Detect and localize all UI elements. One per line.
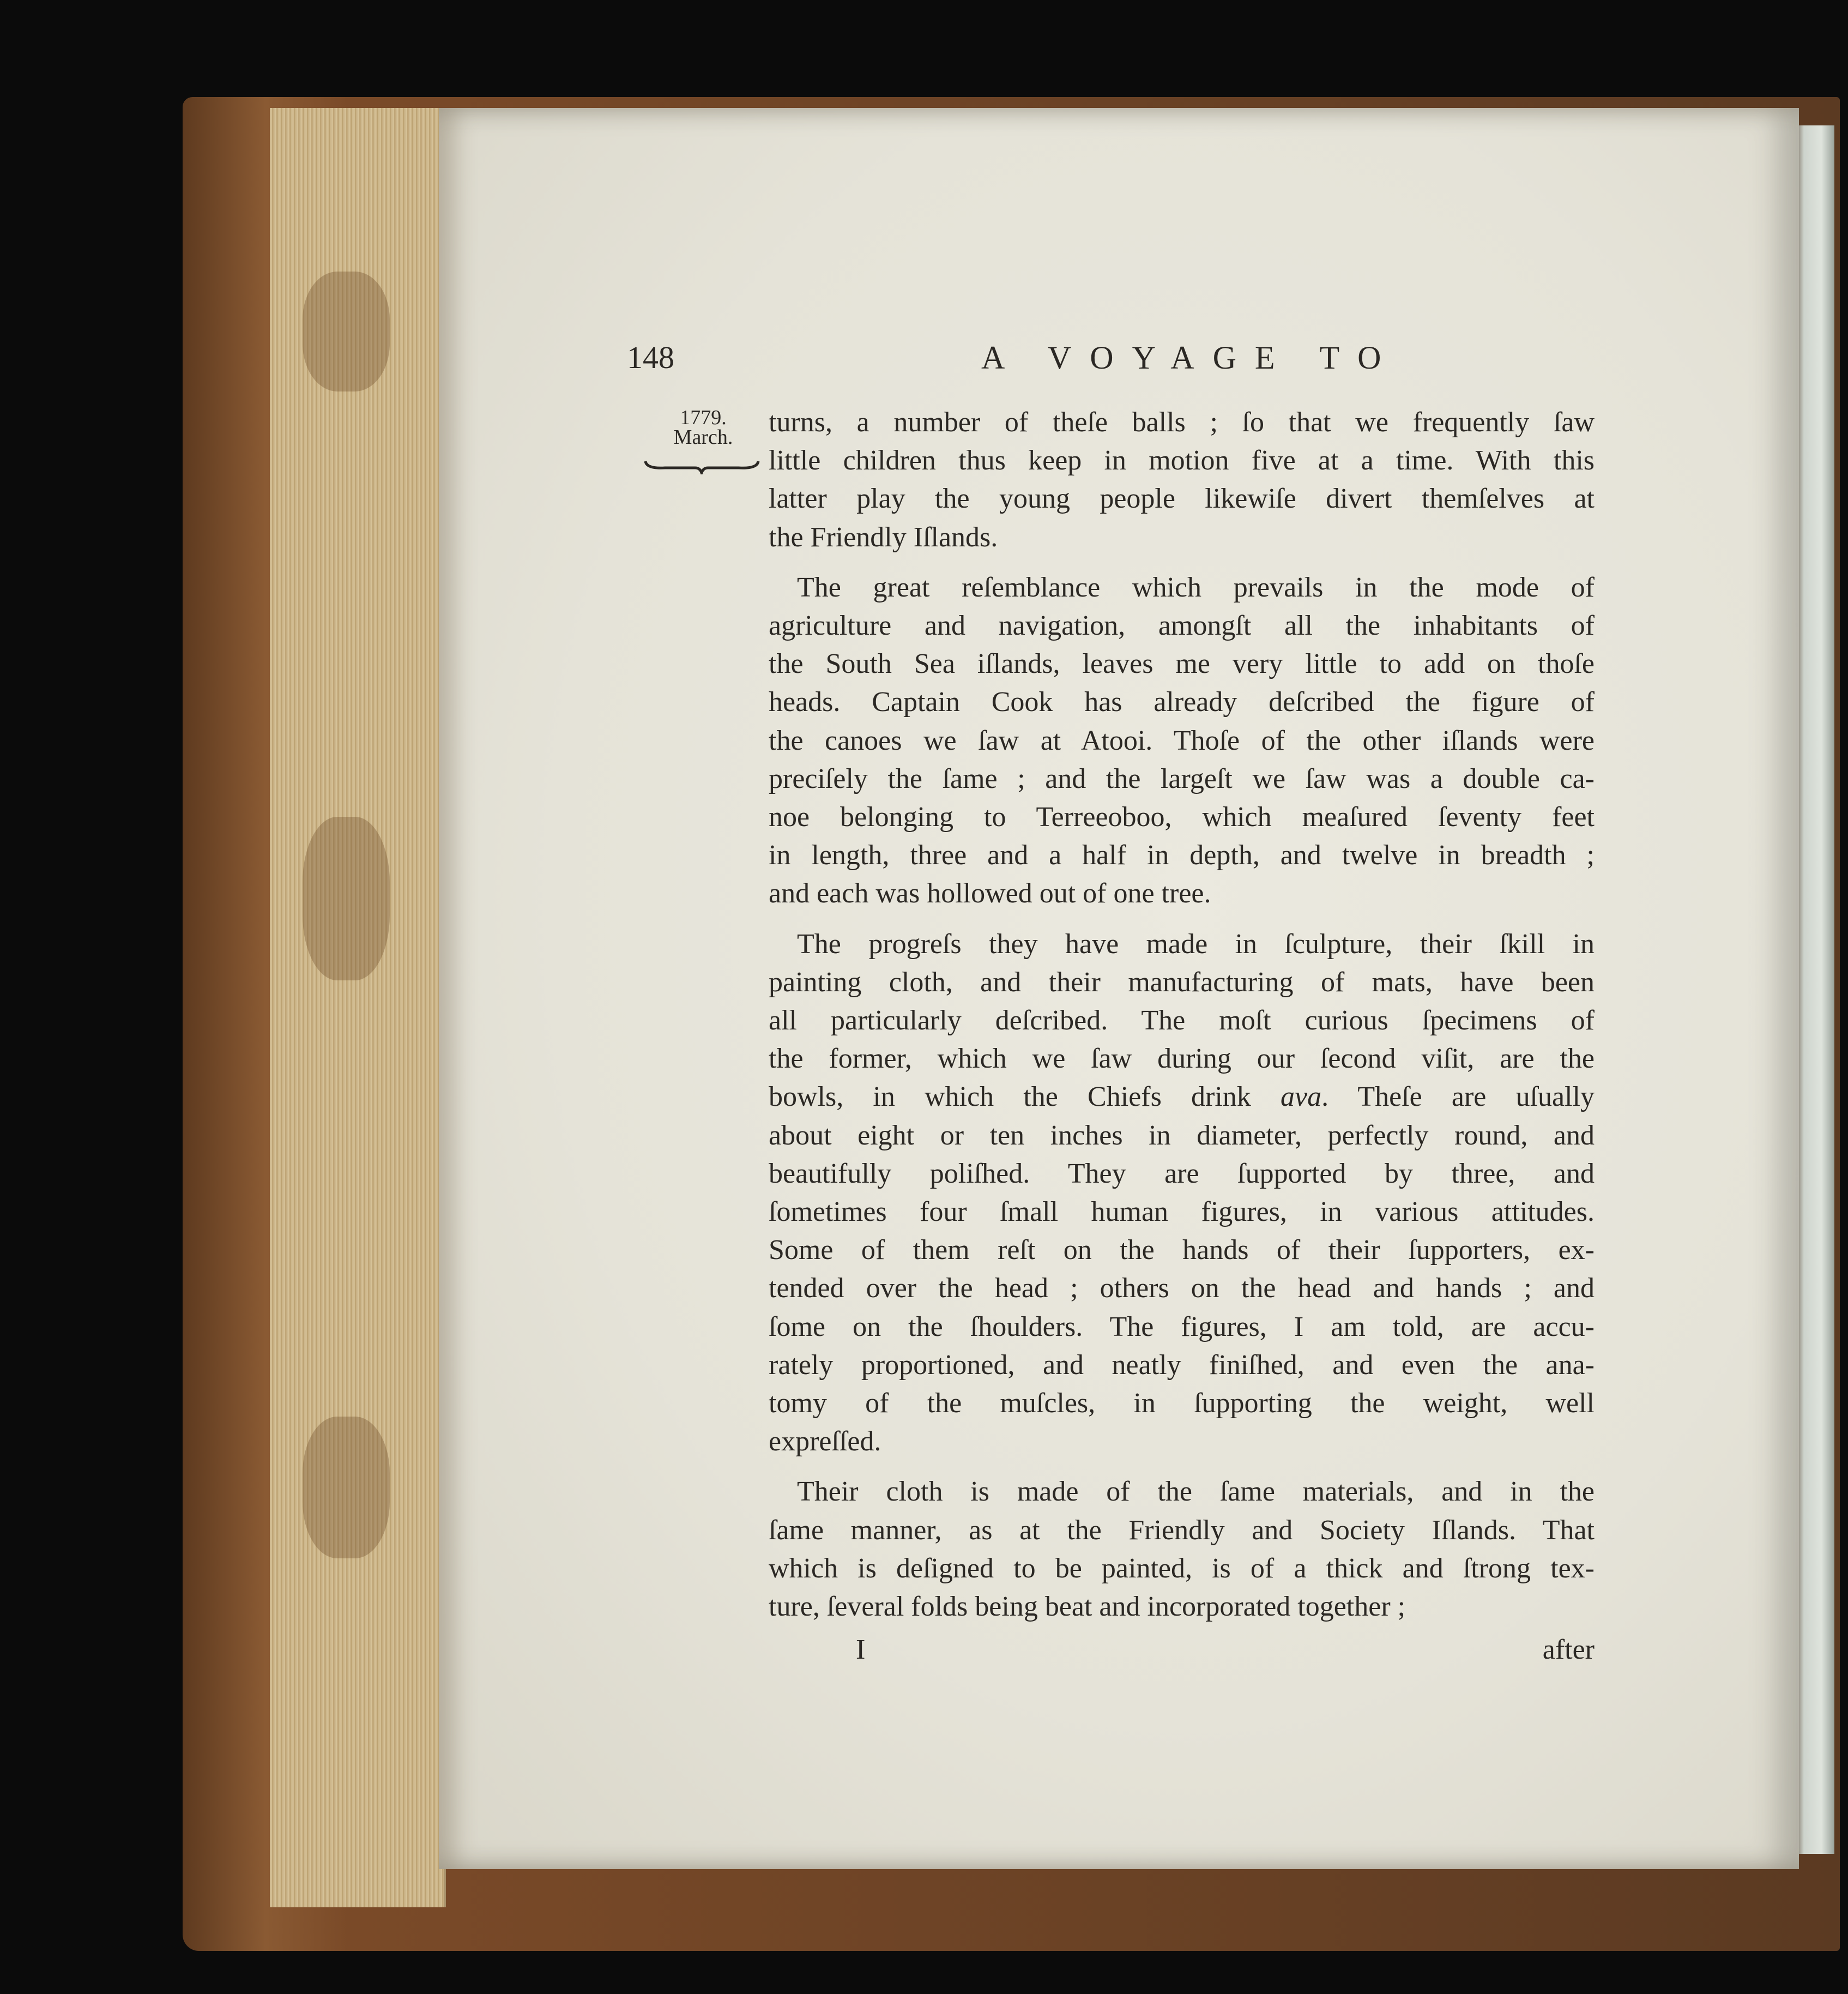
- running-head: A VOYAGE TO: [981, 340, 1400, 376]
- text-line: tended over the head ; others on the head and hands ; and: [769, 1273, 1595, 1304]
- body-text: [769, 403, 1595, 1638]
- margin-date-note: [641, 408, 766, 447]
- text-line: which is deſigned to be painted, is of a thick and ſtrong tex-: [769, 1552, 1595, 1584]
- text-line: agriculture and navigation, amongſt all the inhabitants of: [769, 610, 1595, 642]
- text-line: ture, ſeveral folds being beat and incorporated together ;: [769, 1591, 1406, 1623]
- text-line: little children thus keep in motion five at a time. With this: [769, 445, 1595, 477]
- text-line: all particularly deſcribed. The moſt curious ſpecimens of: [769, 1005, 1595, 1037]
- edge-stain: [303, 817, 390, 980]
- text-line: bowls, in which the Chiefs drink ava. Theſe are uſually: [769, 1081, 1595, 1113]
- text-line: ſome on the ſhoulders. The figures, I am told, are accu-: [769, 1311, 1595, 1342]
- catchline: [769, 1634, 1595, 1672]
- text-line: about eight or ten inches in diameter, perfectly round, and: [769, 1119, 1595, 1151]
- text-line: the Friendly Iſlands.: [769, 521, 998, 553]
- catchword: after: [1542, 1634, 1595, 1665]
- text-line: rately proportioned, and neatly finiſhed, and even the ana-: [769, 1349, 1595, 1381]
- page-number: 148: [627, 340, 674, 375]
- text-line: expreſſed.: [769, 1426, 881, 1457]
- page-block-edges: [270, 108, 446, 1907]
- text-line: the South Sea iſlands, leaves me very little to add on thoſe: [769, 648, 1595, 680]
- text-line: The great reſemblance which prevails in the mode of: [797, 571, 1595, 603]
- margin-year: 1779.: [680, 406, 727, 429]
- text-line: The progreſs they have made in ſculpture, their ſkill in: [797, 928, 1595, 960]
- italic-term: ava: [1280, 1081, 1322, 1113]
- paragraph: [769, 569, 1595, 913]
- text-line: and each was hollowed out of one tree.: [769, 878, 1211, 909]
- text-line: turns, a number of theſe balls ; ſo that we frequently ſaw: [769, 407, 1595, 438]
- paragraph: [769, 403, 1595, 557]
- text-line: the former, which we ſaw during our ſecond viſit, are the: [769, 1043, 1595, 1075]
- text-line: latter play the young people likewiſe divert themſelves at: [769, 483, 1595, 515]
- margin-month: March.: [673, 426, 733, 449]
- edge-stain: [303, 1417, 390, 1558]
- text-line: painting cloth, and their manufacturing of mats, have been: [769, 966, 1595, 998]
- text-line: ſame manner, as at the Friendly and Society Iſlands. That: [769, 1514, 1595, 1546]
- text-line: noe belonging to Terreeoboo, which meaſured ſeventy feet: [769, 802, 1595, 833]
- text-line: in length, three and a half in depth, and twelve in breadth ;: [769, 840, 1595, 871]
- text-line: heads. Captain Cook has already deſcribed the figure of: [769, 686, 1595, 718]
- text-line: the canoes we ſaw at Atooi. Thoſe of the other iſlands were: [769, 725, 1595, 756]
- paragraph: [769, 925, 1595, 1461]
- text-line: Some of them reſt on the hands of their ſupporters, ex-: [769, 1234, 1595, 1266]
- text-line: beautifully poliſhed. They are ſupported by three, and: [769, 1158, 1595, 1189]
- text-line: ſometimes four ſmall human figures, in various attitudes.: [769, 1196, 1595, 1228]
- margin-brace-icon: [643, 458, 760, 474]
- signature-mark: I: [856, 1634, 866, 1665]
- text-line: preciſely the ſame ; and the largeſt we ſaw was a double ca-: [769, 763, 1595, 794]
- edge-stain: [303, 272, 390, 391]
- text-line: Their cloth is made of the ſame materials, and in the: [797, 1476, 1595, 1508]
- paragraph: [769, 1473, 1595, 1626]
- text-line: tomy of the muſcles, in ſupporting the weight, well: [769, 1388, 1595, 1419]
